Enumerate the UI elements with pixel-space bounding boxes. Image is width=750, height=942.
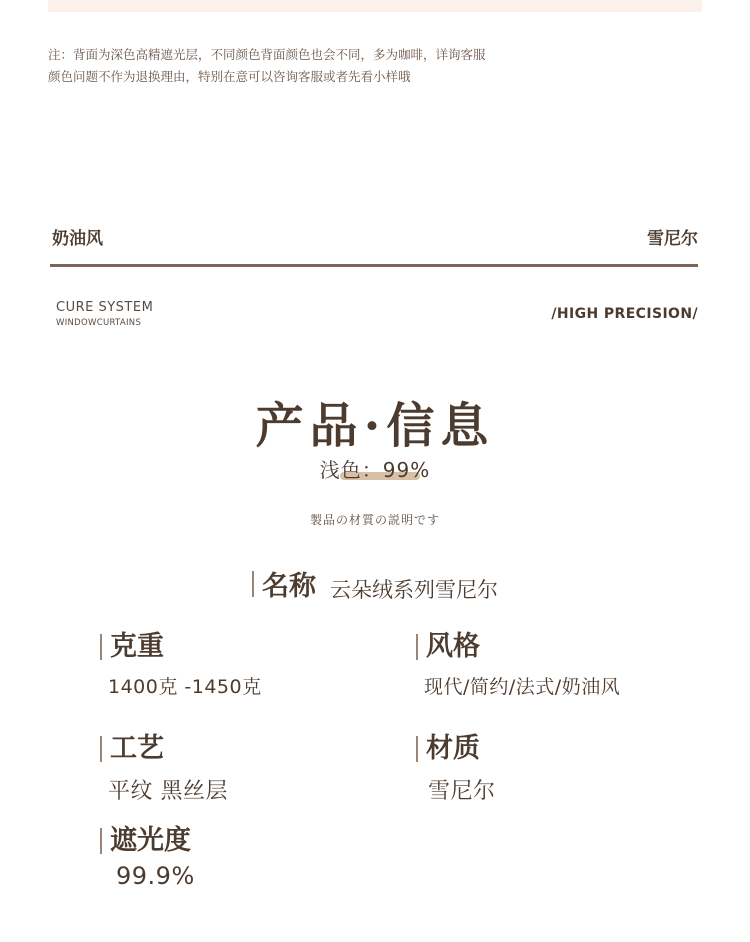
product-name-row [252,564,498,604]
page-title: 产品·信息 [255,398,495,454]
brand-subtitle: WINDOWCURTAINS [56,318,142,328]
note-block [48,44,668,88]
style-tag: 奶油风 [52,229,103,249]
spec-material-label-wrap [416,732,496,766]
japanese-subtitle: 製品の材質の説明です [309,513,440,527]
accent-bar [416,736,418,762]
divider-rule [50,264,698,267]
brand-name: CURE SYSTEM [56,300,154,315]
accent-bar [100,828,102,854]
spec-blackout [100,824,195,890]
spec-weight-label-wrap [100,630,262,664]
spec-blackout-label-wrap [100,824,195,858]
spec-weight-value: 1400克 -1450克 [108,676,262,698]
brand-block [56,300,153,328]
precision-label: /HIGH PRECISION/ [551,306,698,322]
note-line-2: 颜色问题不作为退换理由，特别在意可以咨询客服或者先看小样哦 [48,69,411,84]
accent-bar [100,736,102,762]
spec-style-value: 现代/简约/法式/奶油风 [424,676,621,698]
accent-bar [100,634,102,660]
spec-style [416,630,620,699]
spec-style-label: 风格 [426,631,480,662]
spec-style-label-wrap [416,630,620,664]
accent-bar [252,571,254,597]
accent-bar [416,634,418,660]
title-block [0,396,750,483]
top-color-band [48,0,702,12]
spec-craft-label: 工艺 [110,733,164,764]
spec-material-label: 材质 [426,733,480,764]
product-name-value: 云朵绒系列雪尼尔 [330,577,498,602]
product-name-label: 名称 [262,571,316,602]
spec-blackout-value: 99.9% [116,862,195,890]
spec-blackout-label: 遮光度 [110,825,191,856]
spec-craft-value: 平纹 黑丝层 [108,779,228,804]
material-tag: 雪尼尔 [647,229,698,249]
note-line-1: 注：背面为深色高精遮光层，不同颜色背面颜色也会不同，多为咖啡，详询客服 [48,47,486,62]
spec-weight-label: 克重 [110,631,164,662]
shade-value: 浅色：99% [319,458,431,482]
product-name-label-wrap [252,564,316,603]
spec-craft-label-wrap [100,732,228,766]
spec-material-value: 雪尼尔 [428,779,496,804]
spec-material [416,732,496,805]
spec-weight [100,630,262,699]
shade-block [312,454,438,483]
spec-craft [100,732,228,805]
